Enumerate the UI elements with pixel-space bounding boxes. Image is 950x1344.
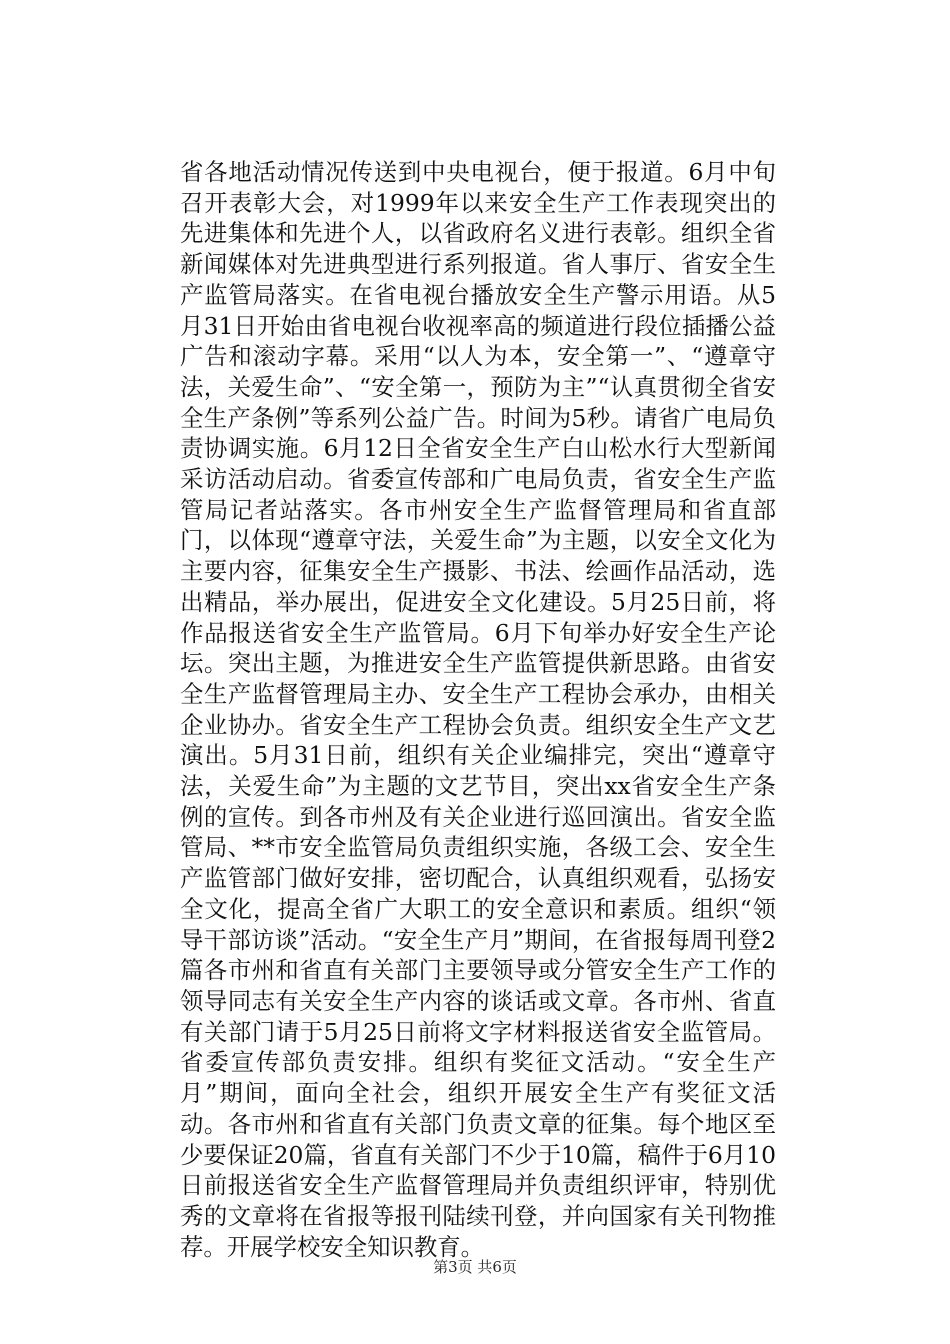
page-footer: 第3页 共6页 [433,1258,517,1276]
body-paragraph: 省各地活动情况传送到中央电视台，便于报道。6月中旬召开表彰大会，对1999年以来安全生产工作表现突出的先进集体和先进个人，以省政府名义进行表彰。组织全省新闻媒体对先进典型进行系列报道。省人事厅、省安全生产监管局落实。在省电视台播放安全生产警示用语。从5月31日开始由省电视台收视率高的频道进行段位插播公益广告和滚动字幕。采用“以人为本，安全第一”、“遵章守法，关爱生命”、“安全第一，预防为主”“认真贯彻全省安全生产条例”等系列公益广告。时间为5秒。请省广电局负责协调实施。6月12日全省安全生产白山松水行大型新闻采访活动启动。省委宣传部和广电局负责，省安全生产监管局记者站落实。各市州安全生产监督管理局和省直部门，以体现“遵章守法，关爱生命”为主题，以安全文化为主要内容，征集安全生产摄影、书法、绘画作品活动，选出精品，举办展出，促进安全文化建设。5月25日前，将作品报送省安全生产监管局。6月下旬举办好安全生产论坛。突出主题，为推进安全生产监管提供新思路。由省安全生产监督管理局主办、安全生产工程协会承办，由相关企业协办。省安全生产工程协会负责。组织安全生产文艺演出。5月31日前，组织有关企业编排完，突出“遵章守法，关爱生命”为主题的文艺节目，突出xx省安全生产条例的宣传。到各市州及有关企业进行巡回演出。省安全监管局、**市安全监管局负责组织实施，各级工会、安全生产监管部门做好安排，密切配合，认真组织观看，弘扬安全文化，提高全省广大职工的安全意识和素质。组织“领导干部访谈”活动。“安全生产月”期间，在省报每周刊登2篇各市州和省直有关部门主要领导或分管安全生产工作的领导同志有关安全生产内容的谈话或文章。各市州、省直有关部门请于5月25日前将文字材料报送省安全监管局。省委宣传部负责安排。组织有奖征文活动。“安全生产月”期间，面向全社会，组织开展安全生产有奖征文活动。各市州和省直有关部门负责文章的征集。每个地区至少要保证20篇，省直有关部门不少于10篇，稿件于6月10日前报送省安全生产监督管理局并负责组织评审，特别优秀的文章将在省报等报刊陆续刊登，并向国家有关刊物推荐。开展学校安全知识教育。 [180,158,776,1261]
